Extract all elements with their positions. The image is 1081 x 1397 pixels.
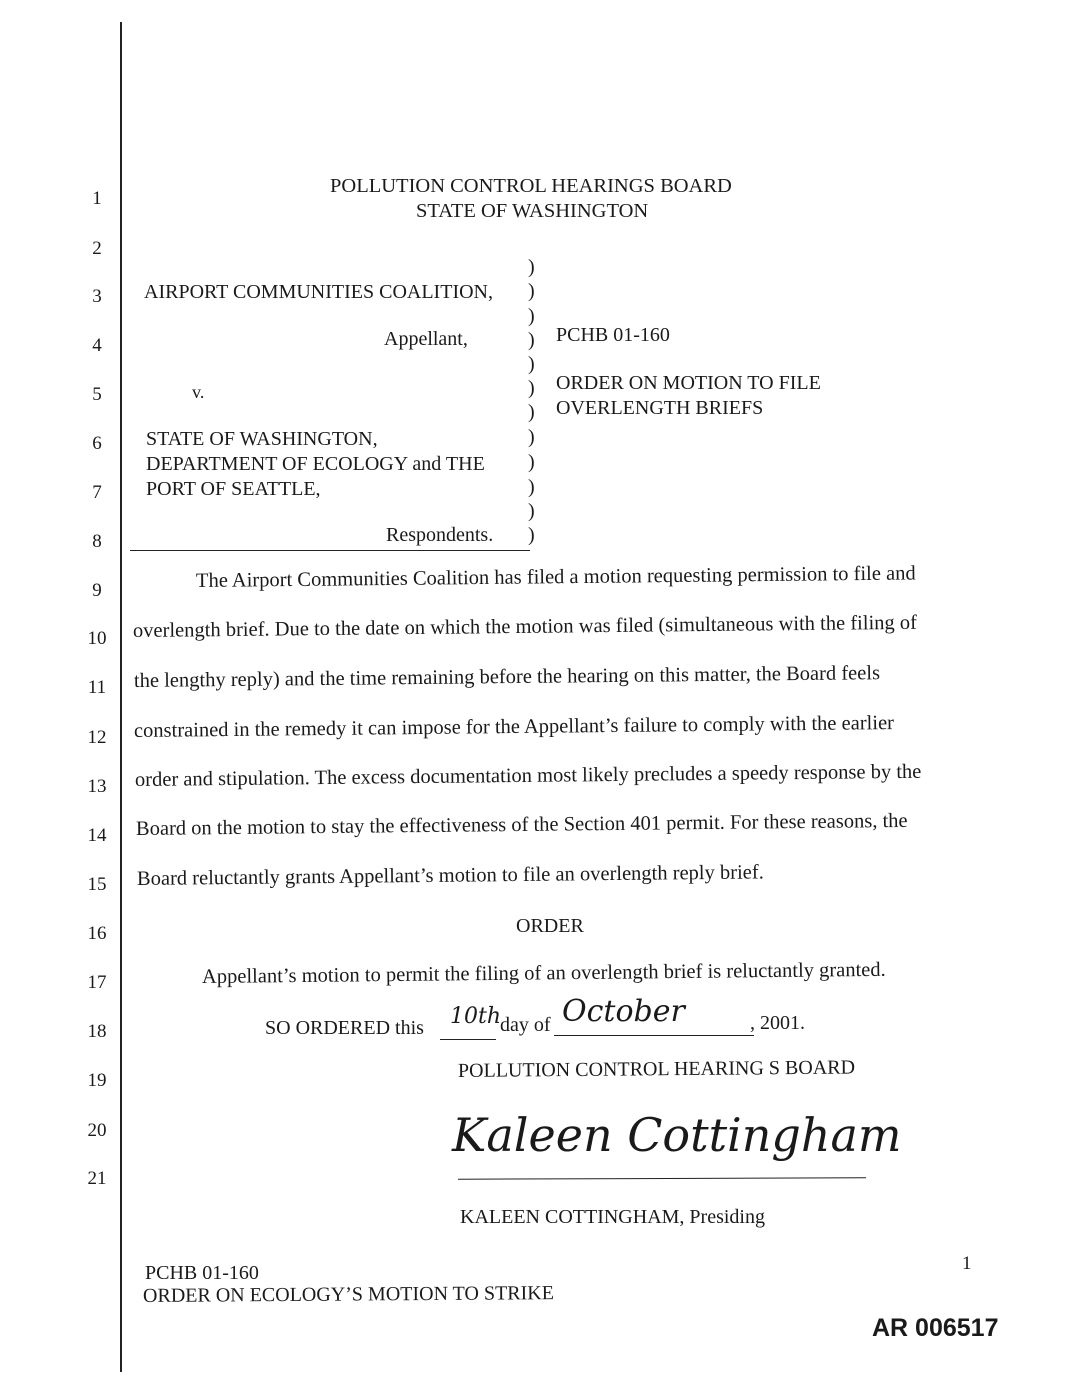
so-ordered-label: SO ORDERED this	[265, 1017, 424, 1039]
line-number: 20	[87, 1120, 107, 1141]
paren: )	[528, 305, 535, 327]
handwritten-day: 10th	[450, 1004, 502, 1029]
respondent-line-2: DEPARTMENT OF ECOLOGY and THE	[146, 453, 485, 475]
signature-line	[458, 1177, 866, 1179]
line-number: 8	[92, 531, 102, 552]
body-line: overlength brief. Due to the date on which the motion was filed (simultaneous with the filing of	[132, 611, 918, 642]
year-label: , 2001.	[750, 1012, 805, 1034]
paren: )	[528, 353, 535, 375]
line-number: 15	[87, 874, 107, 895]
line-number: 13	[87, 776, 107, 797]
line-number: 16	[87, 923, 107, 944]
order-title-line-1: ORDER ON MOTION TO FILE	[556, 372, 821, 394]
order-title-line-2: OVERLENGTH BRIEFS	[556, 397, 764, 419]
line-number: 14	[87, 825, 107, 846]
left-margin-rule	[120, 22, 122, 1372]
line-number: 5	[92, 384, 102, 405]
state-title: STATE OF WASHINGTON	[416, 200, 649, 222]
line-number: 2	[92, 238, 102, 259]
day-of-label: day of	[500, 1014, 551, 1036]
paren: )	[528, 256, 535, 278]
signature-board-name: POLLUTION CONTROL HEARING S BOARD	[457, 1056, 856, 1082]
paren: )	[528, 329, 535, 351]
board-title: POLLUTION CONTROL HEARINGS BOARD	[330, 175, 732, 197]
line-number: 17	[87, 972, 107, 993]
line-number: 11	[87, 677, 107, 698]
body-line: Board on the motion to stay the effectiveness of the Section 401 permit. For these reasons, the	[135, 809, 908, 840]
signer-name: KALEEN COTTINGHAM, Presiding	[460, 1206, 765, 1228]
bates-number: AR 006517	[872, 1314, 999, 1342]
paren: )	[528, 401, 535, 423]
versus: v.	[192, 382, 205, 402]
line-number: 10	[87, 628, 107, 649]
appellant-name: AIRPORT COMMUNITIES COALITION,	[144, 281, 493, 303]
line-number: 21	[87, 1168, 107, 1189]
line-number: 18	[87, 1021, 107, 1042]
case-number: PCHB 01-160	[556, 324, 670, 346]
respondent-role: Respondents.	[386, 524, 494, 546]
line-number: 19	[87, 1070, 107, 1091]
page-number: 1	[962, 1253, 972, 1274]
paren: )	[528, 426, 535, 448]
footer-title: ORDER ON ECOLOGY’S MOTION TO STRIKE	[142, 1282, 555, 1307]
paren: )	[528, 451, 535, 473]
body-line: constrained in the remedy it can impose for the Appellant’s failure to comply with the earlier	[133, 712, 895, 742]
order-text: Appellant’s motion to permit the filing of an overlength brief is reluctantly granted.	[201, 958, 886, 988]
body-line: the lengthy reply) and the time remaining before the hearing on this matter, the Board feels	[133, 662, 881, 692]
footer-case-number: PCHB 01-160	[145, 1262, 259, 1284]
paren: )	[528, 476, 535, 498]
line-number: 6	[92, 433, 102, 454]
paren: )	[528, 280, 535, 302]
handwritten-signature: Kaleen Cottingham	[452, 1108, 902, 1162]
line-number: 1	[92, 188, 102, 209]
line-number: 4	[92, 335, 102, 356]
paren: )	[528, 377, 535, 399]
line-number: 9	[92, 580, 102, 601]
day-blank-line	[440, 1039, 496, 1040]
respondent-line-3: PORT OF SEATTLE,	[146, 478, 321, 500]
paren: )	[528, 500, 535, 522]
handwritten-month: October	[562, 994, 685, 1029]
caption-underline	[130, 550, 530, 551]
line-number: 3	[92, 286, 102, 307]
appellant-role: Appellant,	[384, 328, 468, 350]
line-number: 7	[92, 482, 102, 503]
body-line: The Airport Communities Coalition has filed a motion requesting permission to file and	[195, 562, 916, 592]
respondent-line-1: STATE OF WASHINGTON,	[146, 428, 378, 450]
order-heading: ORDER	[516, 915, 584, 937]
month-blank-line	[554, 1035, 754, 1036]
body-line: Board reluctantly grants Appellant’s motion to file an overlength reply brief.	[136, 861, 764, 890]
paren: )	[528, 524, 535, 546]
body-line: order and stipulation. The excess documentation most likely precludes a speedy response by the	[134, 760, 922, 791]
line-number: 12	[87, 727, 107, 748]
